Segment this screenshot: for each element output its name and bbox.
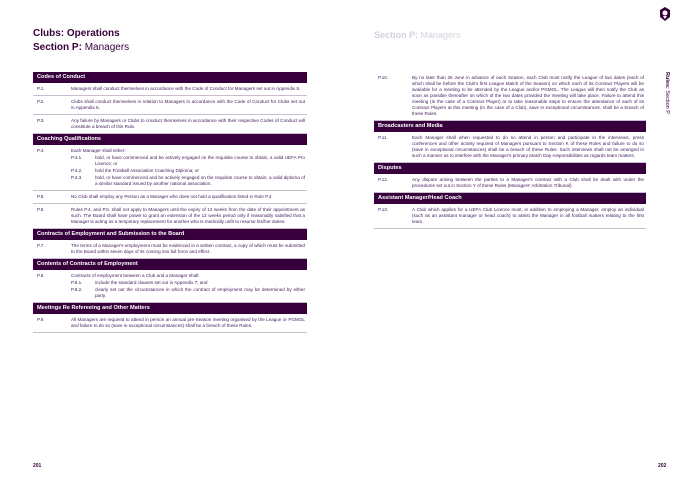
rule-text bbox=[71, 86, 307, 92]
rule-body: By no later than 25 June in advance of each Season, each Club must notify the League of two dates (each of which shall be before the Club's first League Match of the Season) on which each of its Contract Players will be available for a meeting to be attended by the League and/or PGMOL. The League will then notify the Club as soon as possible thereafter on which of the two dates provided the meeting will take place. Failure to attend this meeting (in the case of a Contract Player) or to take reasonable steps to ensure the attendance of each of its Contract Players at this meeting (in the case of a Club), save in exceptional circumstances, shall be a breach of these Rules. bbox=[412, 75, 644, 116]
rule-text bbox=[412, 207, 646, 225]
rule-row bbox=[33, 270, 307, 303]
section-title-faded-suffix: Managers bbox=[420, 30, 461, 40]
rule-row bbox=[33, 96, 307, 115]
rule-body: Contracts of employment between a Club and a Manager shall: bbox=[71, 273, 200, 278]
rule-body: Clubs shall conduct themselves in relation to Managers in accordance with the Code of Conduct for Clubs set out in Appendix 6. bbox=[71, 99, 305, 110]
rule-text bbox=[71, 118, 307, 130]
side-tab-light: Section P bbox=[664, 90, 670, 114]
rule-row bbox=[33, 191, 307, 204]
rule-number: P.3. bbox=[37, 118, 45, 123]
sub-rule-text: hold, or have commenced and be actively engaged on the requisite course to obtain, a valid diploma of a similar standard issued by another national association. bbox=[95, 175, 305, 186]
rule-number: P.8. bbox=[37, 273, 45, 278]
rule-number: P.7. bbox=[37, 243, 45, 248]
rule-body: Each Manager shall either: bbox=[71, 148, 126, 153]
rule-text bbox=[412, 75, 646, 117]
sub-rule-number: P.8.1. bbox=[71, 280, 83, 285]
section-heading: Broadcasters and Media bbox=[374, 121, 646, 132]
rule-body: Rules P.4. and P.5. shall not apply to Managers until the expiry of 12 weeks from the date of their appointment as such. The Board shall have power to grant an extension of the 12 weeks period only if reasonably satisfied that a Manager is acting as a temporary replacement for another who is medically unfit to resume his/her duties. bbox=[71, 207, 305, 224]
rule-number: P.12. bbox=[378, 177, 389, 182]
rule-body: Any failure by Managers or Clubs to conduct themselves in accordance with their respective Codes of Conduct will constitute a breach of this Rule. bbox=[71, 118, 305, 129]
rule-row bbox=[374, 174, 646, 193]
rule-number: P.5. bbox=[37, 194, 45, 199]
sub-rule bbox=[71, 175, 305, 187]
page-title: Clubs: Operations bbox=[33, 28, 120, 39]
rule-body: The terms of a Manager's employment must be evidenced in a written contract, a copy of which must be submitted to the Board within seven days of its coming into full force and effect. bbox=[71, 243, 305, 254]
rule-body: All Managers are required to attend in person an annual pre-Season meeting organised by the League or PGMOL and failure to do so (save in exceptional circumstances) shall be a breach of these Rules. bbox=[71, 317, 305, 328]
rule-row bbox=[374, 72, 646, 121]
section-title-faded-prefix: Section P: bbox=[374, 30, 419, 40]
rule-number: P.1. bbox=[37, 86, 45, 91]
rule-number: P.6. bbox=[37, 207, 45, 212]
rule-text bbox=[71, 273, 307, 299]
sub-rule-text: hold the Football Association Coaching Diploma; or bbox=[95, 168, 199, 173]
section-heading: Codes of Conduct bbox=[33, 72, 307, 83]
sub-rule bbox=[71, 168, 305, 174]
rule-text bbox=[71, 148, 307, 187]
section-heading: Coaching Qualifications bbox=[33, 134, 307, 145]
premier-league-lion-logo-icon bbox=[658, 6, 672, 22]
rule-body: Managers shall conduct themselves in accordance with the Code of Conduct for Managers set out in Appendix 5. bbox=[71, 86, 301, 91]
sub-rule bbox=[71, 280, 305, 286]
section-title bbox=[33, 42, 129, 53]
section-title-prefix: Section P: bbox=[33, 42, 82, 53]
rule-text bbox=[71, 99, 307, 111]
rule-number: P.9. bbox=[37, 317, 45, 322]
rule-row bbox=[33, 240, 307, 259]
sub-rule bbox=[71, 287, 305, 299]
sub-rule-text: hold, or have commenced and be actively engaged on the requisite course to obtain, a valid UEFA Pro Licence; or bbox=[95, 155, 305, 166]
sub-rule-text: clearly set out the circumstances in which the contract of employment may be determined by either party. bbox=[95, 287, 305, 298]
rule-text bbox=[71, 194, 307, 200]
sub-rule-number: P.4.1. bbox=[71, 155, 83, 160]
right-rules-column bbox=[374, 72, 646, 229]
rule-body: A Club which applies for a UEFA Club Licence must, in addition to employing a Manager, employ an individual (such as an assistant manager or head coach) to assist the Manager in all football matters relating to the first team. bbox=[412, 207, 644, 224]
rule-text bbox=[71, 243, 307, 255]
rule-row bbox=[33, 204, 307, 229]
rule-row bbox=[374, 204, 646, 229]
rule-body: No Club shall employ any Person as a Manager who does not hold a qualification listed in Rule P.4. bbox=[71, 194, 273, 199]
section-heading: Disputes bbox=[374, 163, 646, 174]
rule-number: P.4. bbox=[37, 148, 45, 153]
left-rules-column bbox=[33, 72, 307, 333]
rule-body: Each Manager shall when requested to do so attend in person and participate in the interviews, press conferences and other activity required of Managers pursuant to Section K of these Rules and failure to do so (save in exceptional circumstances) shall be a breach of these Rules. Such interviews shall not be arranged in such a manner as to interfere with the Manager's primary Match Day responsibilities as regards team matters. bbox=[412, 135, 644, 158]
rule-body: Any dispute arising between the parties to a Manager's contract with a Club shall be dealt with under the procedures set out in Section Y of these Rules (Managers' Arbitration Tribunal). bbox=[412, 177, 644, 188]
rule-text bbox=[71, 207, 307, 225]
rule-number: P.11. bbox=[378, 135, 388, 140]
section-title-faded bbox=[374, 30, 461, 40]
section-heading: Assistant Manager/Head Coach bbox=[374, 193, 646, 204]
side-tab[interactable] bbox=[660, 72, 670, 132]
sub-rule-number: P.8.2. bbox=[71, 287, 83, 292]
sub-rule-text: include the standard clauses set out in Appendix 7; and bbox=[95, 280, 208, 285]
rule-number: P.13. bbox=[378, 207, 389, 212]
sub-rule bbox=[71, 155, 305, 167]
sub-rule-number: P.4.2. bbox=[71, 168, 83, 173]
section-heading: Meetings Re Refereeing and Other Matters bbox=[33, 303, 307, 314]
side-tab-bold: Rules: bbox=[664, 72, 670, 89]
section-heading: Contracts of Employment and Submission to the Board bbox=[33, 229, 307, 240]
right-page bbox=[340, 0, 680, 483]
rule-text bbox=[412, 177, 646, 189]
section-heading: Contents of Contracts of Employment bbox=[33, 259, 307, 270]
rule-row bbox=[33, 145, 307, 191]
section-title-suffix: Managers bbox=[84, 42, 130, 53]
rule-row bbox=[33, 83, 307, 96]
rule-number: P.10. bbox=[378, 75, 389, 80]
page-number-right: 202 bbox=[658, 463, 667, 469]
sub-rule-number: P.4.3. bbox=[71, 175, 83, 180]
rule-text bbox=[412, 135, 646, 159]
rule-number: P.2. bbox=[37, 99, 45, 104]
rule-row bbox=[33, 314, 307, 333]
rule-text bbox=[71, 317, 307, 329]
rule-row bbox=[33, 115, 307, 134]
page-number-left: 201 bbox=[33, 463, 42, 469]
rule-row bbox=[374, 132, 646, 163]
